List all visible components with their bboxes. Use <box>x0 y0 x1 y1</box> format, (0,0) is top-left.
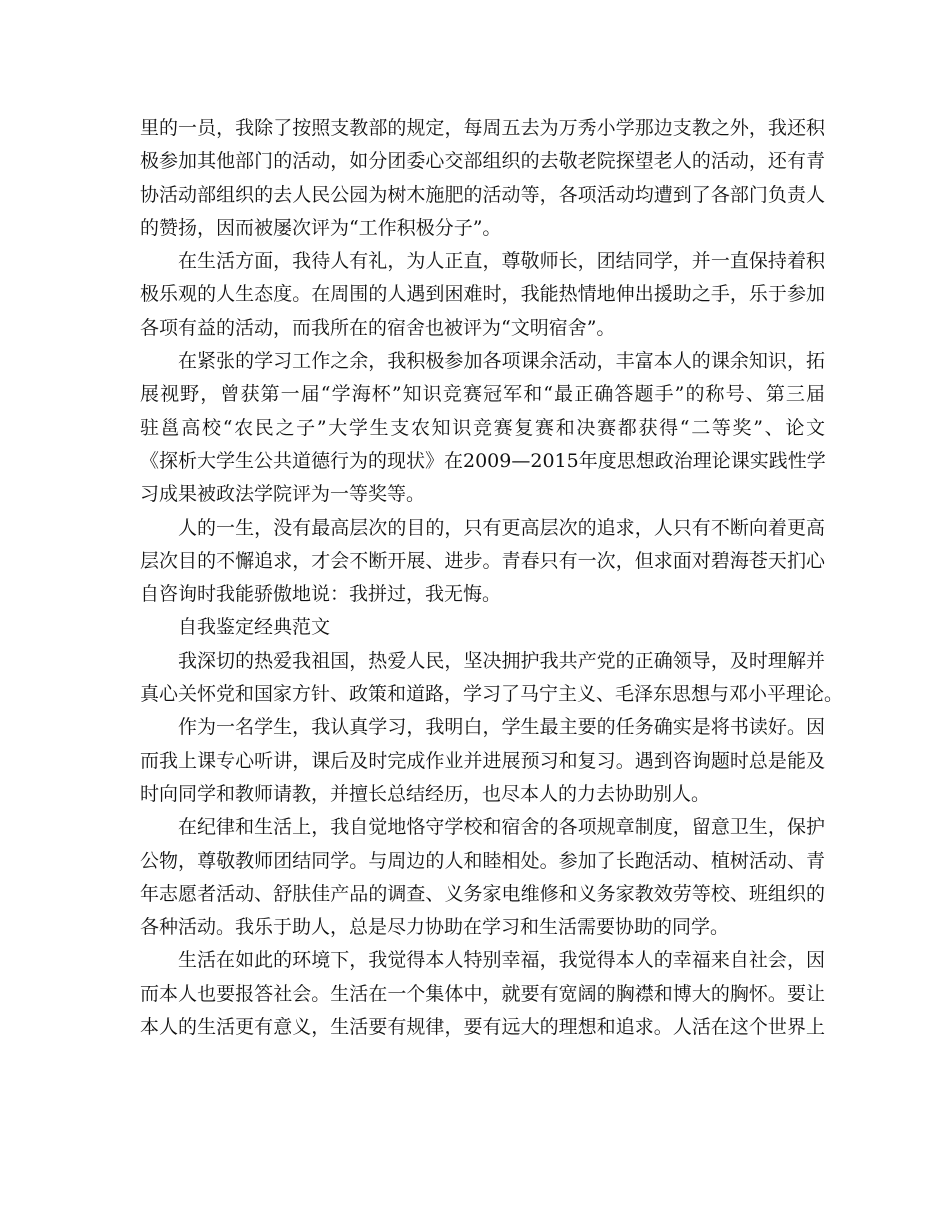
text-line: 的赞扬，因而被屡次评为“工作积极分子”。 <box>140 216 502 239</box>
section-heading: 自我鉴定经典范文 <box>178 616 331 639</box>
text-line: 自咨询时我能骄傲地说：我拼过，我无悔。 <box>140 583 502 606</box>
text-line: 真心关怀党和国家方针、政策和道路，学习了马宁主义、毛泽东思想与邓小平理论。 <box>140 683 844 706</box>
text-line: 生活在如此的环境下，我觉得本人特别幸福，我觉得本人的幸福来自社会，因 <box>178 949 825 972</box>
text-line: 极乐观的人生态度。在周围的人遇到困难时，我能热情地伸出援助之手，乐于参加 <box>140 283 825 306</box>
text-line: 驻邕高校“农民之子”大学生支农知识竞赛复赛和决赛都获得“二等奖”、论文 <box>140 416 825 439</box>
text-line: 里的一员，我除了按照支教部的规定，每周五去为万秀小学那边支教之外，我还积 <box>140 117 825 139</box>
text-line: 而我上课专心听讲，课后及时完成作业并进展预习和复习。遇到咨询题时总是能及 <box>140 749 825 772</box>
text-line: 协活动部组织的去人民公园为树木施肥的活动等，各项活动均遭到了各部门负责人 <box>140 183 825 206</box>
text-line: 人的一生，没有最高层次的目的，只有更高层次的追求，人只有不断向着更高 <box>178 516 825 539</box>
text-line: 层次目的不懈追求，才会不断开展、进步。青春只有一次，但求面对碧海苍天扪心 <box>140 549 825 572</box>
text-line: 在纪律和生活上，我自觉地恪守学校和宿舍的各项规章制度，留意卫生，保护 <box>178 816 825 839</box>
text-line: 极参加其他部门的活动，如分团委心交部组织的去敬老院探望老人的活动，还有青 <box>140 150 825 173</box>
text-line: 在生活方面，我待人有礼，为人正直，尊敬师长，团结同学，并一直保持着积 <box>178 250 825 273</box>
text-line: 展视野，曾获第一届“学海杯”知识竞赛冠军和“最正确答题手”的称号、第三届 <box>140 383 825 406</box>
text-line: 时向同学和教师请教，并擅长总结经历，也尽本人的力去协助别人。 <box>140 782 711 805</box>
text-line: 各项有益的活动，而我所在的宿舍也被评为“文明宿舍”。 <box>140 316 616 339</box>
text-line: 我深切的热爱我祖国，热爱人民，坚决拥护我共产党的正确领导，及时理解并 <box>178 649 825 672</box>
text-line: 公物，尊敬教师团结同学。与周边的人和睦相处。参加了长跑活动、植树活动、青 <box>140 849 825 872</box>
text-line: 习成果被政法学院评为一等奖等。 <box>140 483 426 506</box>
text-line: 作为一名学生，我认真学习，我明白，学生最主要的任务确实是将书读好。因 <box>178 716 825 739</box>
text-line: 《探析大学生公共道德行为的现状》在2009—2015年度思想政治理论课实践性学 <box>140 449 826 472</box>
document-body <box>140 112 844 1044</box>
text-line: 各种活动。我乐于助人，总是尽力协助在学习和生活需要协助的同学。 <box>140 916 730 939</box>
text-line: 在紧张的学习工作之余，我积极参加各项课余活动，丰富本人的课余知识，拓 <box>178 350 825 373</box>
text-line: 年志愿者活动、舒肤佳产品的调查、义务家电维修和义务家教效劳等校、班组织的 <box>140 882 825 905</box>
text-line: 而本人也要报答社会。生活在一个集体中，就要有宽阔的胸襟和博大的胸怀。要让 <box>140 982 825 1005</box>
text-line: 本人的生活更有意义，生活要有规律，要有远大的理想和追求。人活在这个世界上 <box>140 1016 825 1039</box>
